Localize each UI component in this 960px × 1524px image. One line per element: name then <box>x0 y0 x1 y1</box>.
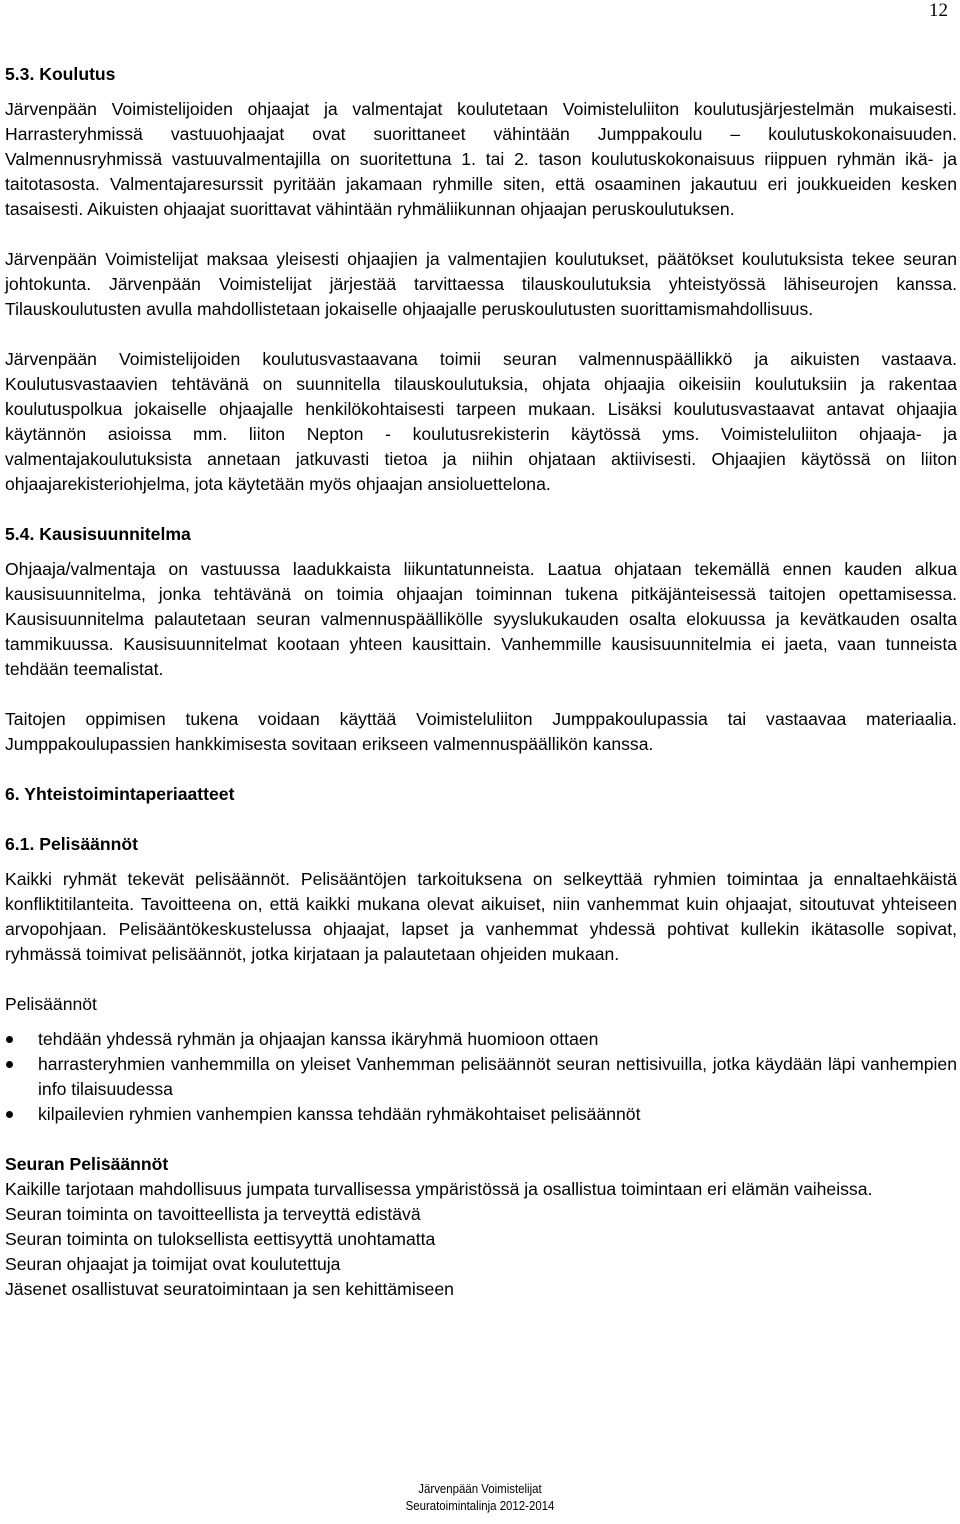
footer-document-title: Seuratoimintalinja 2012-2014 <box>405 1498 555 1513</box>
list-item-text: harrasteryhmien vanhemmilla on yleiset Vanhemman pelisäännöt seuran nettisivuilla, jotka käydään läpi vanhempien info tilaisuudessa <box>38 1054 957 1099</box>
rule-line: Seuran toiminta on tuloksellista eettisyyttä unohtamatta <box>5 1229 436 1249</box>
paragraph: Ohjaaja/valmentaja on vastuussa laadukkaista liikuntatunneista. Laatua ohjataan tekemällä ennen kauden alkua kausisuunnitelma, jonka tehtävänä on toimia ohjaajan toiminnan tukena pitkäjänteisessä taitojen opettamisessa. Kausisuunnitelma palautetaan seuran valmennuspäällikölle syyslukukauden osalta elokuussa ja kevätkauden osalta tammikuussa. Kausisuunnitelmat kootaan yhteen kausittain. Vanhemmille kausisuunnitelmia ei jaeta, vaan tunneista tehdään teemalistat. <box>5 559 957 679</box>
paragraph: Järvenpään Voimistelijoiden koulutusvastaavana toimii seuran valmennuspäällikkö ja aikuisten vastaava. Koulutusvastaavien tehtävänä on suunnitella tilauskoulutuksia, ohjata ohjaajia oikeisiin koulutuksiin ja rakentaa koulutuspolkua jokaiselle ohjaajalle henkilökohtaisesti tarpeen mukaan. Lisäksi koulutusvastaavat antavat ohjaajia käytännön asioissa mm. liiton Nepton - koulutusrekisterin käytössä yms. Voimisteluliiton ohjaaja- ja valmentajakoulutuksista annetaan jatkuvasti tietoa ja niihin ohjataan aktiivisesti. Ohjaajien käytössä on liiton ohjaajarekisteriohjelma, jota käytetään myös ohjaajan ansioluettelona. <box>5 349 957 494</box>
paragraph: Kaikille tarjotaan mahdollisuus jumpata turvallisessa ympäristössä ja osallistua toimintaan eri elämän vaiheissa. <box>5 1179 873 1199</box>
section-heading-koulutus: 5.3. Koulutus <box>5 64 116 84</box>
rule-line: Seuran toiminta on tavoitteellista ja terveyttä edistävä <box>5 1204 421 1224</box>
list-item-text: kilpailevien ryhmien vanhempien kanssa tehdään ryhmäkohtaiset pelisäännöt <box>38 1104 641 1124</box>
list-item <box>5 1102 957 1127</box>
rule-line: Jäsenet osallistuvat seuratoimintaan ja sen kehittämiseen <box>5 1279 454 1299</box>
paragraph: Järvenpään Voimistelijoiden ohjaajat ja valmentajat koulutetaan Voimisteluliiton koulutusjärjestelmän mukaisesti. Harrasteryhmissä vastuuohjaajat ovat suorittaneet vähintään Jumppakoulu – koulutuskokonaisuuden. Valmennusryhmissä vastuuvalmentajilla on suoritettuna 1. tai 2. tason koulutuskokonaisuus riippuen ryhmän ikä- ja taitotasosta. Valmentajaresurssit pyritään jakamaan ryhmille siten, että osaaminen jakautuu eri joukkueiden kesken tasaisesti. Aikuisten ohjaajat suorittavat vähintään ryhmäliikunnan ohjaajan peruskoulutuksen. <box>5 99 957 219</box>
bullet-list <box>5 1027 957 1127</box>
paragraph: Kaikki ryhmät tekevät pelisäännöt. Pelisääntöjen tarkoituksena on selkeyttää ryhmien toimintaa ja ennaltaehkäistä konfliktitilanteita. Tavoitteena on, että kaikki mukana olevat aikuiset, niin vanhemmat kuin ohjaajat, sitoutuvat yhteiseen arvopohjaan. Pelisääntökeskustelussa ohjaajat, lapset ja vanhemmat yhdessä pohtivat kullekin ikätasolle sopivat, ryhmässä toimivat pelisäännöt, jotka kirjataan ja palautetaan ohjeiden mukaan. <box>5 869 957 964</box>
list-item-text: tehdään yhdessä ryhmän ja ohjaajan kanssa ikäryhmä huomioon ottaen <box>38 1029 599 1049</box>
bullet-icon <box>6 1111 13 1118</box>
paragraph: Järvenpään Voimistelijat maksaa yleisesti ohjaajien ja valmentajien koulutukset, päätökset koulutuksista tekee seuran johtokunta. Järvenpään Voimistelijat järjestää tarvittaessa tilauskoulutuksia yhteistyössä lähiseurojen kanssa. Tilauskoulutusten avulla mahdollistetaan jokaiselle ohjaajalle peruskoulutusten suorittamismahdollisuus. <box>5 249 957 319</box>
list-item <box>5 1052 957 1102</box>
page-footer <box>0 1480 960 1514</box>
section-heading-kausisuunnitelma: 5.4. Kausisuunnitelma <box>5 524 191 544</box>
footer-organization: Järvenpään Voimistelijat <box>418 1481 542 1496</box>
paragraph: Taitojen oppimisen tukena voidaan käyttää Voimisteluliiton Jumppakoulupassia tai vastaavaa materiaalia. Jumppakoulupassien hankkimisesta sovitaan erikseen valmennuspäällikön kanssa. <box>5 709 957 754</box>
section-heading-seuran-pelisaannot: Seuran Pelisäännöt <box>5 1154 169 1174</box>
section-heading-yhteistoimintaperiaatteet: 6. Yhteistoimintaperiaatteet <box>5 784 235 804</box>
bullet-icon <box>6 1036 13 1043</box>
page-number: 12 <box>929 0 948 21</box>
document-body <box>5 62 957 1302</box>
subheading-pelisaannot: Pelisäännöt <box>5 994 97 1014</box>
list-item <box>5 1027 957 1052</box>
section-heading-pelisaannot: 6.1. Pelisäännöt <box>5 834 138 854</box>
bullet-icon <box>6 1061 13 1068</box>
rule-line: Seuran ohjaajat ja toimijat ovat koulutettuja <box>5 1254 341 1274</box>
